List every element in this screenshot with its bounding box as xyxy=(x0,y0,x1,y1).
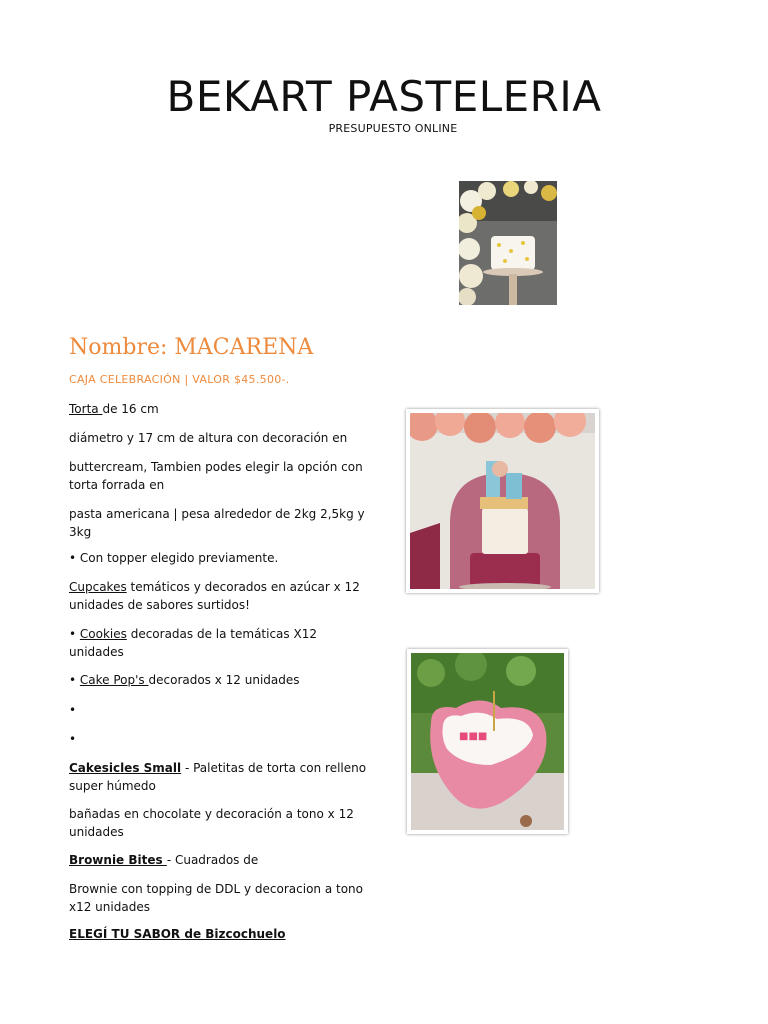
tiered-cake-photo-frame xyxy=(406,409,599,593)
flavor-text: de Bizcochuelo xyxy=(180,927,286,941)
cupcakes-line xyxy=(69,579,369,614)
box-price-line: CAJA CELEBRACIÓN | VALOR $45.500-. xyxy=(69,373,290,386)
cookies-line xyxy=(69,626,369,661)
tiered-cake-photo xyxy=(410,413,595,589)
heart-cake-photo xyxy=(411,653,564,830)
cupcakes-text: temáticos y decorados en azúcar x 12 unidades de sabores surtidos! xyxy=(69,580,360,612)
cakesicles-text: - Paletitas de torta con relleno super húmedo xyxy=(69,761,367,793)
cakesicles-line xyxy=(69,760,369,795)
empty-bullet-2: • xyxy=(69,732,77,746)
topper-line: • Con topper elegido previamente. xyxy=(69,551,279,565)
torta-text: de 16 cm xyxy=(102,402,159,416)
cake-with-balloons-photo xyxy=(459,181,557,305)
torta-line-4: pasta americana | pesa alrededor de 2kg 2,5kg y 3kg xyxy=(69,507,365,539)
brownie-label: Brownie Bites xyxy=(69,853,167,867)
client-name-heading: Nombre: MACARENA xyxy=(69,335,314,360)
flavor-line xyxy=(69,926,369,944)
torta-label: Torta xyxy=(69,402,103,416)
cakepops-text: decorados x 12 unidades xyxy=(148,673,300,687)
brownie-line xyxy=(69,852,369,870)
brownie-text: - Cuadrados de xyxy=(166,853,259,867)
cakesicles-label: Cakesicles Small xyxy=(69,761,182,775)
brownie-line-2: Brownie con topping de DDL y decoracion a tono x12 unidades xyxy=(69,882,363,914)
cakepops-label: Cake Pop's xyxy=(79,673,149,687)
cakepops-line xyxy=(69,672,369,690)
torta-line-3: buttercream, Tambien podes elegir la opción con torta forrada en xyxy=(69,460,363,492)
cupcakes-label: Cupcakes xyxy=(69,580,127,594)
empty-bullet-1: • xyxy=(69,703,77,717)
cookies-label: Cookies xyxy=(79,627,127,641)
torta-line xyxy=(69,401,369,419)
heart-cake-photo-frame xyxy=(407,649,568,834)
page-subtitle: PRESUPUESTO ONLINE xyxy=(328,122,458,135)
cookies-text: decoradas de la temáticas X12 unidades xyxy=(69,627,317,659)
cakesicles-line-2: bañadas en chocolate y decoración a tono x 12 unidades xyxy=(69,807,354,839)
page-title: BEKART PASTELERIA xyxy=(166,72,602,121)
flavor-label: ELEGÍ TU SABOR xyxy=(69,927,181,941)
torta-line-2: diámetro y 17 cm de altura con decoración en xyxy=(69,431,348,445)
svg-text:■■■: ■■■ xyxy=(459,731,488,742)
cakepops-bullet: • xyxy=(69,673,80,687)
cookies-bullet: • xyxy=(69,627,80,641)
